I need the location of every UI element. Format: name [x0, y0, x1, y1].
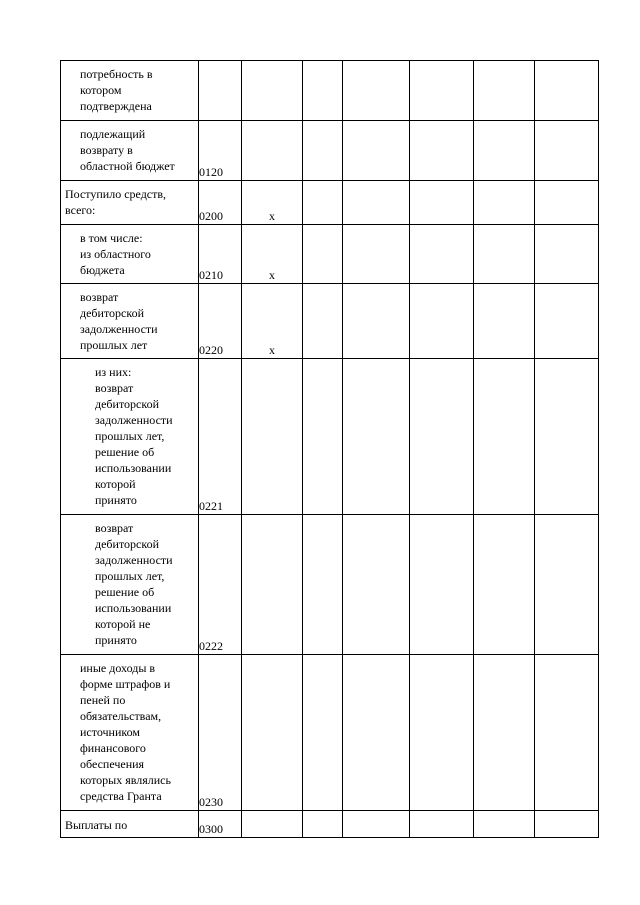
row-label-cell [61, 284, 199, 359]
empty-cell [410, 225, 474, 284]
empty-cell [474, 121, 535, 181]
empty-cell [474, 655, 535, 811]
empty-cell [410, 61, 474, 121]
empty-cell [535, 181, 599, 225]
row-label: Поступило средств, всего: [65, 187, 167, 217]
empty-cell [343, 359, 410, 515]
row-label: иные доходы в форме штрафов и пеней по обязательствам, источником финансового обеспечения которых являлись средства Гранта [80, 661, 171, 803]
row-mark: x [242, 225, 303, 284]
empty-cell [535, 655, 599, 811]
empty-cell [474, 225, 535, 284]
row-label: в том числе: из областного бюджета [80, 231, 151, 277]
row-code: 0200 [199, 181, 242, 225]
empty-cell [410, 515, 474, 655]
empty-cell [303, 61, 343, 121]
row-mark: x [242, 284, 303, 359]
table-row [61, 61, 599, 121]
row-code: 0230 [199, 655, 242, 811]
empty-cell [343, 61, 410, 121]
empty-cell [535, 284, 599, 359]
row-mark [242, 61, 303, 121]
empty-cell [343, 515, 410, 655]
empty-cell [343, 121, 410, 181]
empty-cell [343, 655, 410, 811]
empty-cell [303, 359, 343, 515]
empty-cell [535, 225, 599, 284]
empty-cell [410, 284, 474, 359]
row-label-cell [61, 811, 199, 838]
empty-cell [303, 225, 343, 284]
empty-cell [303, 284, 343, 359]
empty-cell [303, 121, 343, 181]
row-mark [242, 515, 303, 655]
table-row [61, 225, 599, 284]
row-label-cell [61, 359, 199, 515]
empty-cell [343, 225, 410, 284]
table-row [61, 359, 599, 515]
table-row [61, 181, 599, 225]
row-label: из них: возврат дебиторской задолженности прошлых лет, решение об использовании которой принято [95, 365, 173, 507]
empty-cell [410, 811, 474, 838]
row-code: 0300 [199, 811, 242, 838]
row-code [199, 61, 242, 121]
empty-cell [535, 515, 599, 655]
table-row [61, 655, 599, 811]
report-table [60, 60, 599, 838]
row-label-cell [61, 121, 199, 181]
row-label: Выплаты по [65, 818, 128, 832]
empty-cell [474, 811, 535, 838]
empty-cell [303, 181, 343, 225]
row-label: потребность в котором подтверждена [80, 67, 153, 113]
table-row [61, 515, 599, 655]
empty-cell [535, 359, 599, 515]
row-code: 0222 [199, 515, 242, 655]
empty-cell [343, 811, 410, 838]
empty-cell [535, 61, 599, 121]
empty-cell [410, 359, 474, 515]
row-label-cell [61, 61, 199, 121]
row-mark [242, 359, 303, 515]
table-row [61, 284, 599, 359]
empty-cell [343, 284, 410, 359]
row-mark [242, 811, 303, 838]
row-label-cell [61, 181, 199, 225]
empty-cell [474, 61, 535, 121]
empty-cell [303, 515, 343, 655]
empty-cell [410, 181, 474, 225]
row-mark [242, 655, 303, 811]
empty-cell [303, 655, 343, 811]
empty-cell [535, 121, 599, 181]
row-code: 0120 [199, 121, 242, 181]
empty-cell [343, 181, 410, 225]
row-code: 0210 [199, 225, 242, 284]
row-label-cell [61, 655, 199, 811]
row-mark [242, 121, 303, 181]
row-label: подлежащий возврату в областной бюджет [80, 127, 175, 173]
table-row [61, 121, 599, 181]
row-label-cell [61, 515, 199, 655]
empty-cell [535, 811, 599, 838]
table-row [61, 811, 599, 838]
row-label: возврат дебиторской задолженности прошлых лет [80, 290, 158, 352]
empty-cell [410, 655, 474, 811]
empty-cell [474, 515, 535, 655]
empty-cell [410, 121, 474, 181]
row-code: 0221 [199, 359, 242, 515]
row-label: возврат дебиторской задолженности прошлых лет, решение об использовании которой не принято [95, 521, 173, 647]
row-mark: x [242, 181, 303, 225]
empty-cell [474, 181, 535, 225]
empty-cell [474, 359, 535, 515]
empty-cell [303, 811, 343, 838]
empty-cell [474, 284, 535, 359]
row-code: 0220 [199, 284, 242, 359]
row-label-cell [61, 225, 199, 284]
